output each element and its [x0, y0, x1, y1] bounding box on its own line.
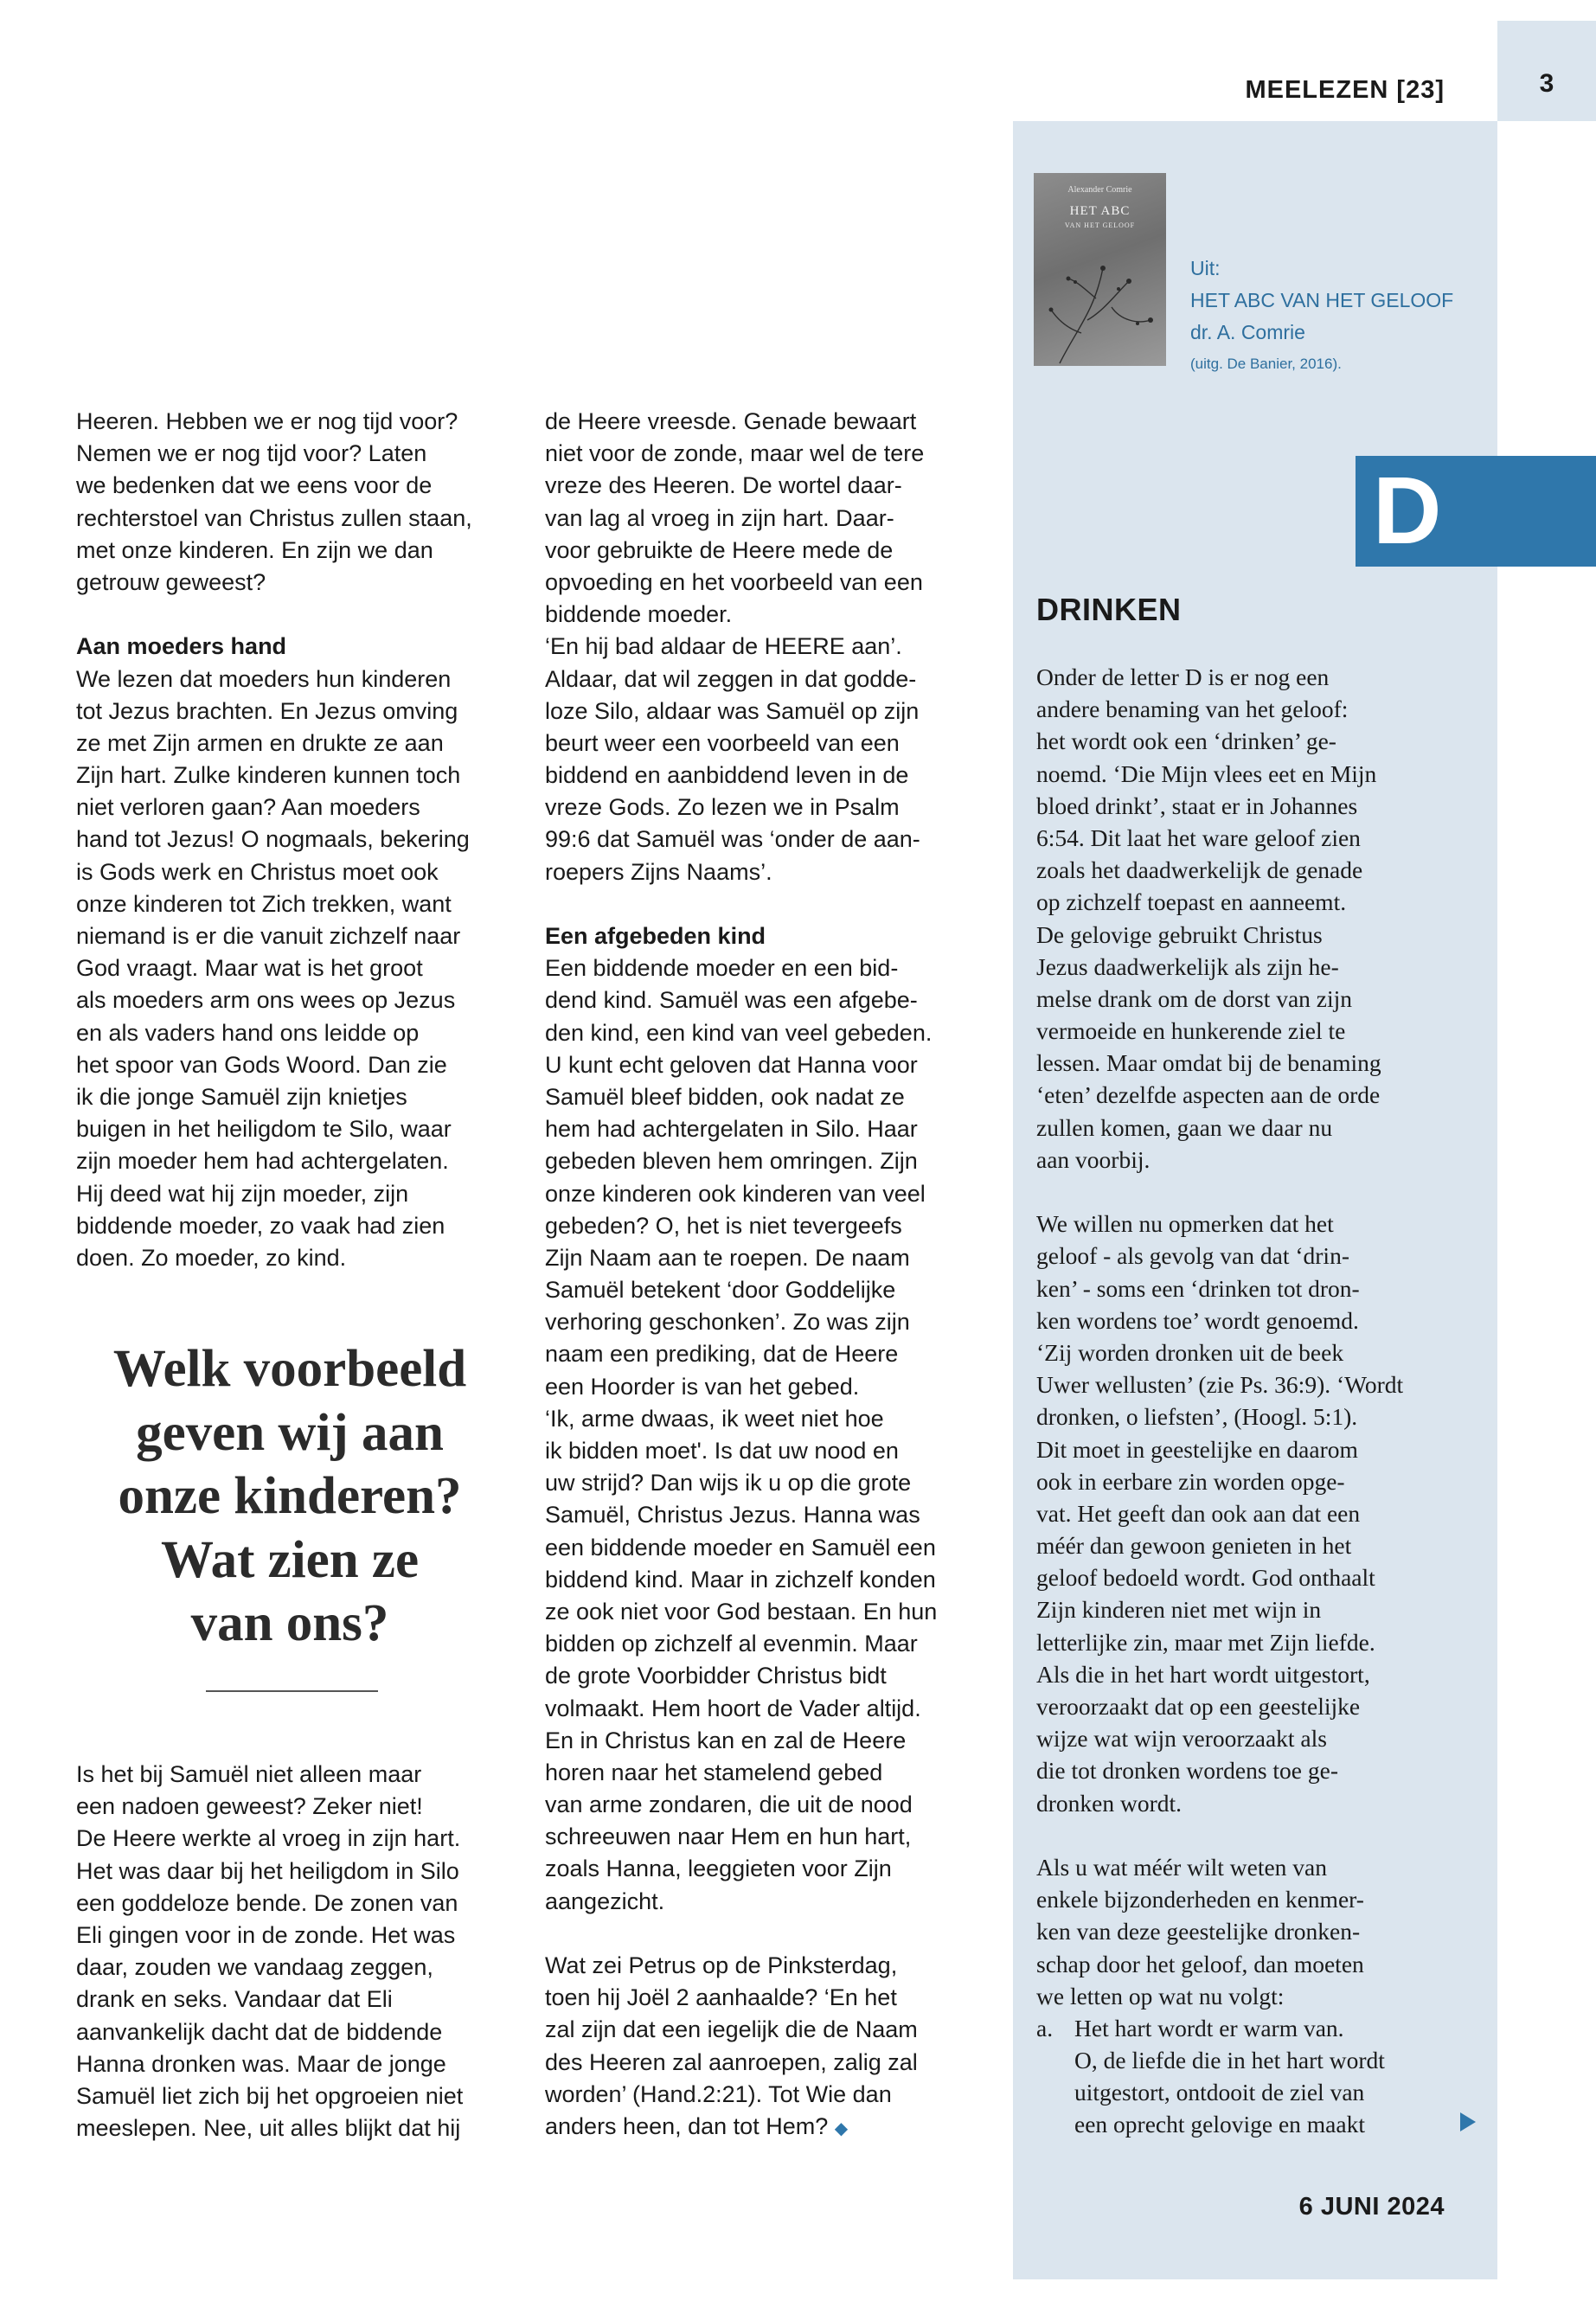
text-line: lessen. Maar omdat bij de benaming [1036, 1049, 1381, 1077]
text-line: beurt weer een voorbeeld van een [545, 729, 900, 756]
text-line: zijn moeder hem had achtergelaten. [76, 1148, 449, 1175]
text-line: Het hart wordt er warm van. [1074, 2014, 1344, 2041]
text-line: des Heeren zal aanroepen, zalig zal [545, 2048, 918, 2075]
source-credit [1190, 253, 1484, 380]
text-line: ken wordens toe’ wordt genoemd. [1036, 1306, 1359, 1334]
text-line: Samuël, Christus Jezus. Hanna was [545, 1502, 920, 1529]
text-line: een goddeloze bende. De zonen van [76, 1889, 458, 1916]
text-line: De gelovige gebruikt Christus [1036, 920, 1323, 948]
text-line: loze Silo, aldaar was Samuël op zijn [545, 697, 920, 724]
text-line: ik die jonge Samuël zijn knietjes [76, 1083, 407, 1110]
text-line: schreeuwen naar Hem en hun hart, [545, 1823, 912, 1850]
text-line: Hij deed wat hij zijn moeder, zijn [76, 1180, 409, 1207]
pull-quote-line: Wat zien ze [160, 1530, 420, 1589]
text-line: uitgestort, ontdooit de ziel van [1074, 2079, 1365, 2106]
text-line: vat. Het geeft dan ook aan dat een [1036, 1499, 1361, 1527]
text-line: tot Jezus brachten. En Jezus omving [76, 697, 458, 724]
text-line: 99:6 dat Samuël was ‘onder de aan- [545, 826, 920, 853]
text-line: Samuël liet zich bij het opgroeien niet [76, 2082, 464, 2109]
end-diamond-icon: ◆ [834, 2118, 849, 2138]
text-line: noemd. ‘Die Mijn vlees eet en Mijn [1036, 760, 1377, 787]
subheading-aan-moeders-hand: Aan moeders hand [76, 633, 287, 660]
text-line: op zichzelf toepast en aanneemt. [1036, 888, 1347, 916]
text-line: uw strijd? Dan wijs ik u op die grote [545, 1470, 912, 1497]
text-line: den kind, een kind van veel gebeden. [545, 1019, 933, 1046]
text-line: van lag al vroeg in zijn hart. Daar- [545, 504, 894, 531]
text-line: opvoeding en het voorbeeld van een [545, 568, 923, 595]
text-line [545, 2111, 995, 2143]
pull-quote-line: onze kinderen? [118, 1467, 462, 1525]
book-cover-author: Alexander Comrie [1067, 185, 1132, 195]
pull-quote-line: Welk voorbeeld [112, 1340, 467, 1398]
text-line: ook in eerbare zin worden opge- [1036, 1467, 1345, 1495]
text-line: rechterstoel van Christus zullen staan, [76, 504, 472, 531]
text-line: Jezus daadwerkelijk als zijn he- [1036, 952, 1339, 980]
text-line: U kunt echt geloven dat Hanna voor [545, 1051, 918, 1078]
text-line: letterlijke zin, maar met Zijn liefde. [1036, 1628, 1375, 1656]
text-line: ‘Ik, arme dwaas, ik weet niet hoe [545, 1405, 884, 1432]
text-line: daar, zouden we vandaag zeggen, [76, 1954, 433, 1981]
text-line: méér dan gewoon genieten in het [1036, 1532, 1352, 1560]
source-prefix: Uit: [1190, 257, 1221, 279]
book-cover-subtitle: VAN HET GELOOF [1064, 221, 1136, 229]
text-line: ‘En hij bad aldaar de HEERE aan’. [545, 633, 902, 660]
letter-d: D [1373, 458, 1442, 564]
text-line: gebeden bleven hem omringen. Zijn [545, 1148, 918, 1175]
text-line: getrouw geweest? [76, 568, 266, 595]
issue-date: 6 JUNI 2024 [1298, 2193, 1445, 2221]
source-publisher: (uitg. De Banier, 2016). [1190, 356, 1342, 372]
text-line: volmaakt. Hem hoort de Vader altijd. [545, 1695, 921, 1721]
text-line: Samuël betekent ‘door Goddelijke [545, 1277, 896, 1304]
text-line: roepers Zijns Naams’. [545, 858, 772, 885]
text-line: gebeden? O, het is niet tevergeefs [545, 1212, 902, 1239]
text-line: enkele bijzonderheden en kenmer- [1036, 1886, 1364, 1913]
text-line: een oprecht gelovige en maakt [1074, 2111, 1365, 2138]
text-line: Zijn kinderen niet met wijn in [1036, 1596, 1322, 1624]
pull-quote-line: van ons? [190, 1594, 389, 1652]
text-line: ‘eten’ dezelfde aspecten aan de orde [1036, 1081, 1381, 1109]
text-line: dronken, o liefsten’, (Hoogl. 5:1). [1036, 1403, 1358, 1431]
text-line: vreze des Heeren. De wortel daar- [545, 472, 902, 499]
text-line: doen. Zo moeder, zo kind. [76, 1244, 347, 1271]
text-line: Het was daar bij het heiligdom in Silo [76, 1857, 459, 1884]
text-line: God vraagt. Maar wat is het groot [76, 955, 423, 982]
text-line: buigen in het heiligdom te Silo, waar [76, 1116, 452, 1143]
text-line: ze met Zijn armen en drukte ze aan [76, 729, 444, 756]
last-line-text: anders heen, dan tot Hem? [545, 2112, 829, 2139]
text-line: geloof - als gevolg van dat ‘drin- [1036, 1242, 1349, 1270]
text-line: Heeren. Hebben we er nog tijd voor? [76, 408, 458, 434]
text-line: ken van deze geestelijke dronken- [1036, 1918, 1361, 1945]
text-line: zoals Hanna, leeggieten voor Zijn [545, 1856, 892, 1882]
text-line: Aldaar, dat wil zeggen in dat godde- [545, 665, 917, 692]
text-line: Dit moet in geestelijke en daarom [1036, 1435, 1358, 1463]
text-line: de Heere vreesde. Genade bewaart [545, 408, 917, 434]
text-line: ‘Zij worden dronken uit de beek [1036, 1338, 1344, 1366]
text-line: zullen komen, gaan we daar nu [1036, 1113, 1333, 1141]
text-line: O, de liefde die in het hart wordt [1074, 2047, 1385, 2074]
text-line: Eli gingen voor in de zonde. Het was [76, 1921, 456, 1948]
pull-quote-line: geven wij aan [136, 1403, 444, 1462]
subheading-een-afgebeden-kind: Een afgebeden kind [545, 923, 766, 949]
source-author: dr. A. Comrie [1190, 321, 1305, 343]
column-2 [545, 406, 995, 2143]
text-line: 6:54. Dit laat het ware geloof zien [1036, 824, 1361, 851]
text-line: We willen nu opmerken dat het [1036, 1210, 1334, 1238]
text-line: meeslepen. Nee, uit alles blijkt dat hij [76, 2115, 461, 2142]
text-line: het spoor van Gods Woord. Dan zie [76, 1051, 447, 1078]
text-line: ik bidden moet'. Is dat uw nood en [545, 1438, 899, 1464]
text-line: andere benaming van het geloof: [1036, 695, 1349, 723]
text-line: aangezicht. [545, 1888, 665, 1914]
text-line: bloed drinkt’, staat er in Johannes [1036, 792, 1358, 819]
text-line: naam een prediking, dat de Heere [545, 1341, 899, 1368]
text-line: zal zijn dat een iegelijk die de Naam [545, 2016, 918, 2043]
text-line: Zijn Naam aan te roepen. De naam [545, 1244, 910, 1271]
text-line: is Gods werk en Christus moet ook [76, 858, 439, 885]
text-line: we bedenken dat we eens voor de [76, 472, 433, 499]
text-line: Als u wat méér wilt weten van [1036, 1853, 1328, 1881]
text-line: dend kind. Samuël was een afgebe- [545, 987, 918, 1014]
text-line: ken’ - soms een ‘drinken tot dron- [1036, 1274, 1360, 1302]
text-line: Als die in het hart wordt uitgestort, [1036, 1660, 1370, 1688]
text-line: De Heere werkte al vroeg in zijn hart. [76, 1825, 461, 1852]
text-line: veroorzaakt dat op een geestelijke [1036, 1693, 1361, 1720]
text-line: Zijn hart. Zulke kinderen kunnen toch [76, 762, 461, 789]
text-line: zoals het daadwerkelijk de genade [1036, 856, 1363, 884]
page-number: 3 [1539, 69, 1554, 98]
text-line: Onder de letter D is er nog een [1036, 663, 1330, 690]
text-line: als moeders arm ons wees op Jezus [76, 987, 456, 1014]
text-line: verhoring geschonken’. Zo was zijn [545, 1309, 910, 1336]
text-line: het wordt ook een ‘drinken’ ge- [1036, 727, 1336, 755]
book-cover-title: HET ABC [1069, 204, 1131, 218]
section-label: MEELEZEN [23] [1245, 76, 1445, 104]
branch-illustration [1034, 234, 1166, 366]
text-line: een biddende moeder en Samuël een [545, 1534, 936, 1561]
text-line: biddende moeder, zo vaak had zien [76, 1212, 445, 1239]
text-line: aanvankelijk dacht dat de biddende [76, 2018, 443, 2045]
text-line: niet verloren gaan? Aan moeders [76, 794, 420, 821]
text-line: ze ook niet voor God bestaan. En hun [545, 1598, 938, 1625]
text-line: Is het bij Samuël niet alleen maar [76, 1761, 422, 1787]
text-line: en als vaders hand ons leidde op [76, 1019, 420, 1046]
continue-arrow-icon [1460, 2112, 1476, 2131]
text-line: van arme zondaren, die uit de nood [545, 1791, 913, 1818]
pull-quote-divider [206, 1690, 378, 1692]
text-line: hem had achtergelaten in Silo. Haar [545, 1116, 918, 1143]
text-line: toen hij Joël 2 aanhaalde? ‘En het [545, 1984, 897, 2011]
text-line: vreze Gods. Zo lezen we in Psalm [545, 794, 900, 821]
text-line: met onze kinderen. En zijn we dan [76, 536, 433, 563]
column-1-bottom [76, 1759, 526, 2144]
text-line: dronken wordt. [1036, 1789, 1183, 1817]
text-line: Een biddende moeder en een bid- [545, 955, 899, 982]
column-1-top [76, 406, 526, 1274]
text-line: onze kinderen ook kinderen van veel [545, 1180, 926, 1207]
text-line: Nemen we er nog tijd voor? Laten [76, 440, 427, 467]
text-line: wijze wat wijn veroorzaakt als [1036, 1725, 1327, 1753]
text-line: horen naar het stamelend gebed [545, 1759, 883, 1785]
text-line: melse drank om de dorst van zijn [1036, 984, 1353, 1012]
letter-box [1356, 456, 1596, 567]
text-line: die tot dronken wordens toe ge- [1036, 1757, 1339, 1785]
text-line: we letten op wat nu volgt: [1036, 1982, 1285, 2009]
text-line: vermoeide en hunkerende ziel te [1036, 1017, 1346, 1045]
text-line: onze kinderen tot Zich trekken, want [76, 890, 452, 917]
text-line: Hanna dronken was. Maar de jonge [76, 2050, 446, 2077]
text-line: worden’ (Hand.2:21). Tot Wie dan [545, 2080, 892, 2107]
list-marker: a. [1036, 2014, 1054, 2041]
text-line: bidden op zichzelf al evenmin. Maar [545, 1631, 918, 1657]
text-line: biddend kind. Maar in zichzelf konden [545, 1566, 936, 1593]
text-line: aan voorbij. [1036, 1145, 1151, 1173]
text-line: Wat zei Petrus op de Pinksterdag, [545, 1952, 898, 1978]
text-line: drank en seks. Vandaar dat Eli [76, 1986, 393, 2013]
text-line: niet voor de zonde, maar wel de tere [545, 440, 925, 467]
text-line: En in Christus kan en zal de Heere [545, 1727, 907, 1753]
text-line: de grote Voorbidder Christus bidt [545, 1663, 887, 1689]
text-line: een Hoorder is van het gebed. [545, 1373, 860, 1400]
text-line: biddende moeder. [545, 601, 733, 628]
text-line: Uwer wellusten’ (zie Ps. 36:9). ‘Wordt [1036, 1371, 1404, 1399]
text-line: hand tot Jezus! O nogmaals, bekering [76, 826, 470, 853]
text-line: voor gebruikte de Heere mede de [545, 536, 894, 563]
pull-quote [69, 1337, 510, 1656]
source-title: HET ABC VAN HET GELOOF [1190, 289, 1454, 311]
text-line: niemand is er die vanuit zichzelf naar [76, 923, 461, 949]
sidebar-text [1036, 661, 1469, 2141]
text-line: We lezen dat moeders hun kinderen [76, 665, 452, 692]
text-line: Samuël bleef bidden, ook nadat ze [545, 1083, 905, 1110]
list-item [1036, 2012, 1469, 2044]
text-line: biddend en aanbiddend leven in de [545, 762, 909, 789]
text-line: een nadoen geweest? Zeker niet! [76, 1793, 423, 1820]
text-line: schap door het geloof, dan moeten [1036, 1950, 1364, 1977]
text-line: geloof bedoeld wordt. God onthaalt [1036, 1564, 1375, 1592]
sidebar-heading: DRINKEN [1036, 592, 1182, 627]
book-cover-image [1034, 173, 1166, 366]
